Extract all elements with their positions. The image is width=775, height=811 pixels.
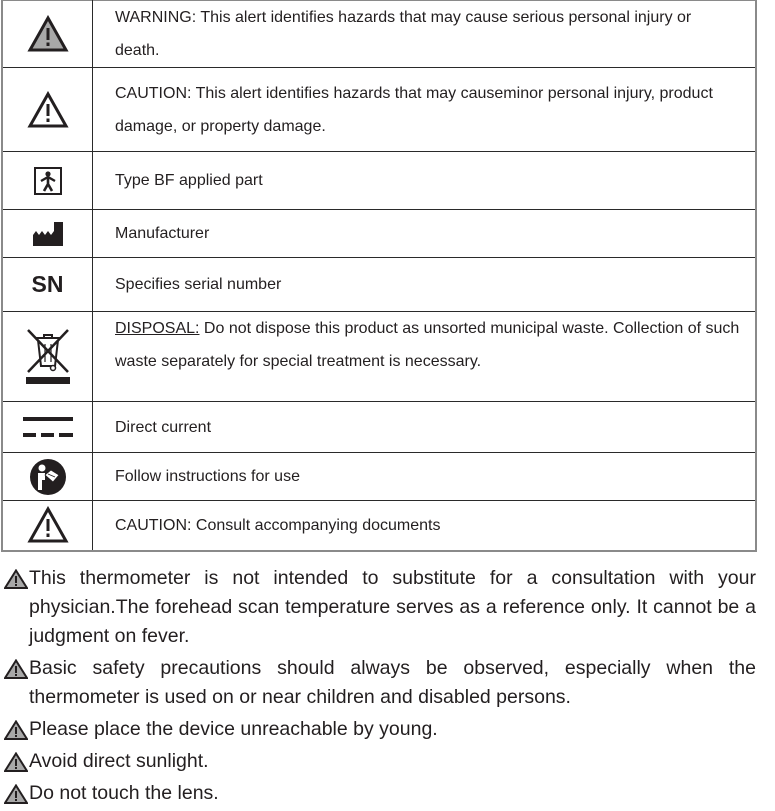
safety-notes — [4, 564, 756, 811]
symbol-description: Type BF applied part — [93, 152, 757, 210]
warning-small-icon — [4, 720, 28, 740]
symbol-description: Specifies serial number — [93, 258, 757, 312]
symbol-row-direct-current — [2, 402, 756, 453]
symbol-row-manufacturer — [2, 210, 756, 258]
symbol-row-caution — [2, 68, 756, 152]
safety-note — [4, 779, 756, 808]
caution-triangle-icon — [27, 91, 69, 129]
symbol-row-warning — [2, 1, 756, 68]
warning-triangle-filled-icon — [27, 15, 69, 53]
safety-note-text: Avoid direct sunlight. — [29, 750, 209, 772]
symbol-row-instructions — [2, 453, 756, 501]
safety-note — [4, 747, 756, 776]
symbol-description: Manufacturer — [93, 210, 757, 258]
direct-current-icon — [22, 415, 74, 439]
symbol-description: Direct current — [93, 402, 757, 453]
follow-instructions-icon — [29, 458, 67, 496]
warning-small-icon — [4, 659, 28, 679]
serial-number-icon: SN — [31, 271, 64, 297]
symbol-description: CAUTION: This alert identifies hazards that may causeminor personal injury, product damage, or property damage. — [93, 68, 757, 152]
warning-small-icon — [4, 752, 28, 772]
type-bf-applied-part-icon — [33, 166, 63, 196]
symbol-description: Do not dispose this product as unsorted municipal waste. Collection of such waste separately for special treatment is necessary. — [115, 320, 740, 370]
safety-note-text: Please place the device unreachable by young. — [29, 718, 438, 740]
symbol-row-serial-number — [2, 258, 756, 312]
safety-note-text: Basic safety precautions should always be observed, especially when the thermometer is used on or near children and disabled persons. — [29, 657, 756, 708]
manufacturer-factory-icon — [32, 221, 64, 247]
warning-small-icon — [4, 784, 28, 804]
caution-triangle-icon — [27, 506, 69, 544]
symbol-row-consult-docs — [2, 501, 756, 551]
safety-note — [4, 564, 756, 651]
symbol-description: WARNING: This alert identifies hazards that may cause serious personal injury or death. — [93, 1, 757, 68]
safety-note-text: This thermometer is not intended to substitute for a consultation with your physician.The forehead scan temperature serves as a reference only. It cannot be a judgment on fever. — [29, 567, 756, 647]
safety-note — [4, 715, 756, 744]
safety-note — [4, 654, 756, 712]
disposal-label: DISPOSAL: — [115, 320, 200, 337]
weee-crossed-bin-icon — [24, 326, 72, 388]
warning-small-icon — [4, 569, 28, 589]
symbol-description: CAUTION: Consult accompanying documents — [93, 501, 757, 551]
symbols-table — [1, 0, 757, 552]
symbol-row-type-bf — [2, 152, 756, 210]
safety-note-text: Do not touch the lens. — [29, 782, 219, 804]
symbol-description: Follow instructions for use — [93, 453, 757, 501]
symbol-row-disposal — [2, 312, 756, 402]
